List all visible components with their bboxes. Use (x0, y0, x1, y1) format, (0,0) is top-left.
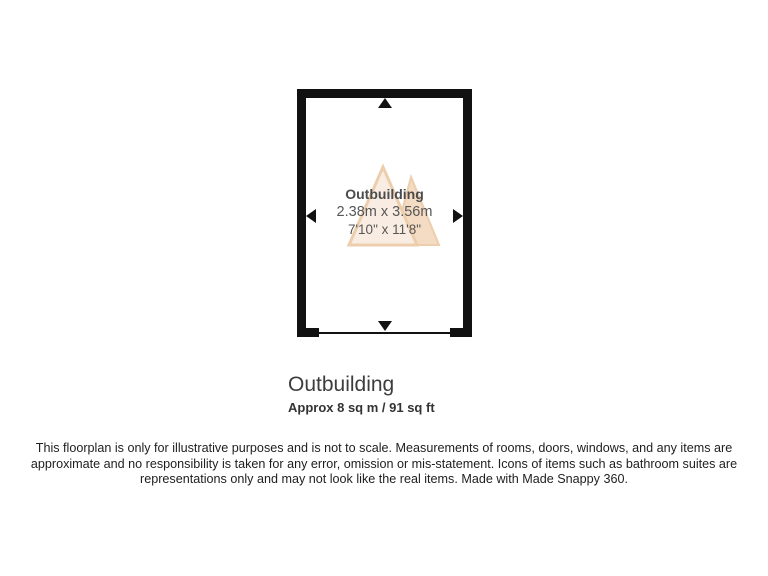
wall-top (297, 89, 472, 98)
plan-caption (288, 373, 435, 415)
dimension-arrow-up-icon (378, 98, 392, 108)
room-name: Outbuilding (345, 186, 424, 202)
disclaimer-text: This floorplan is only for illustrative purposes and is not to scale. Measurements of rooms, doors, windows, and any items are approximate and no responsibility is taken for any error, omission or mis-statement. Icons of items such as bathroom suites are representations only and may not look like the real items. Made with Made Snappy 360. (30, 441, 738, 486)
room-label (287, 185, 482, 239)
room-outbuilding (297, 89, 472, 337)
wall-corner-bottom-right (450, 328, 472, 337)
dimension-arrow-down-icon (378, 321, 392, 331)
window-line-bottom (316, 332, 453, 334)
plan-area: Approx 8 sq m / 91 sq ft (288, 400, 435, 415)
plan-title: Outbuilding (288, 373, 395, 396)
room-dimensions-metric: 2.38m x 3.56m (336, 204, 433, 220)
room-dimensions-imperial: 7'10" x 11'8" (347, 222, 422, 237)
